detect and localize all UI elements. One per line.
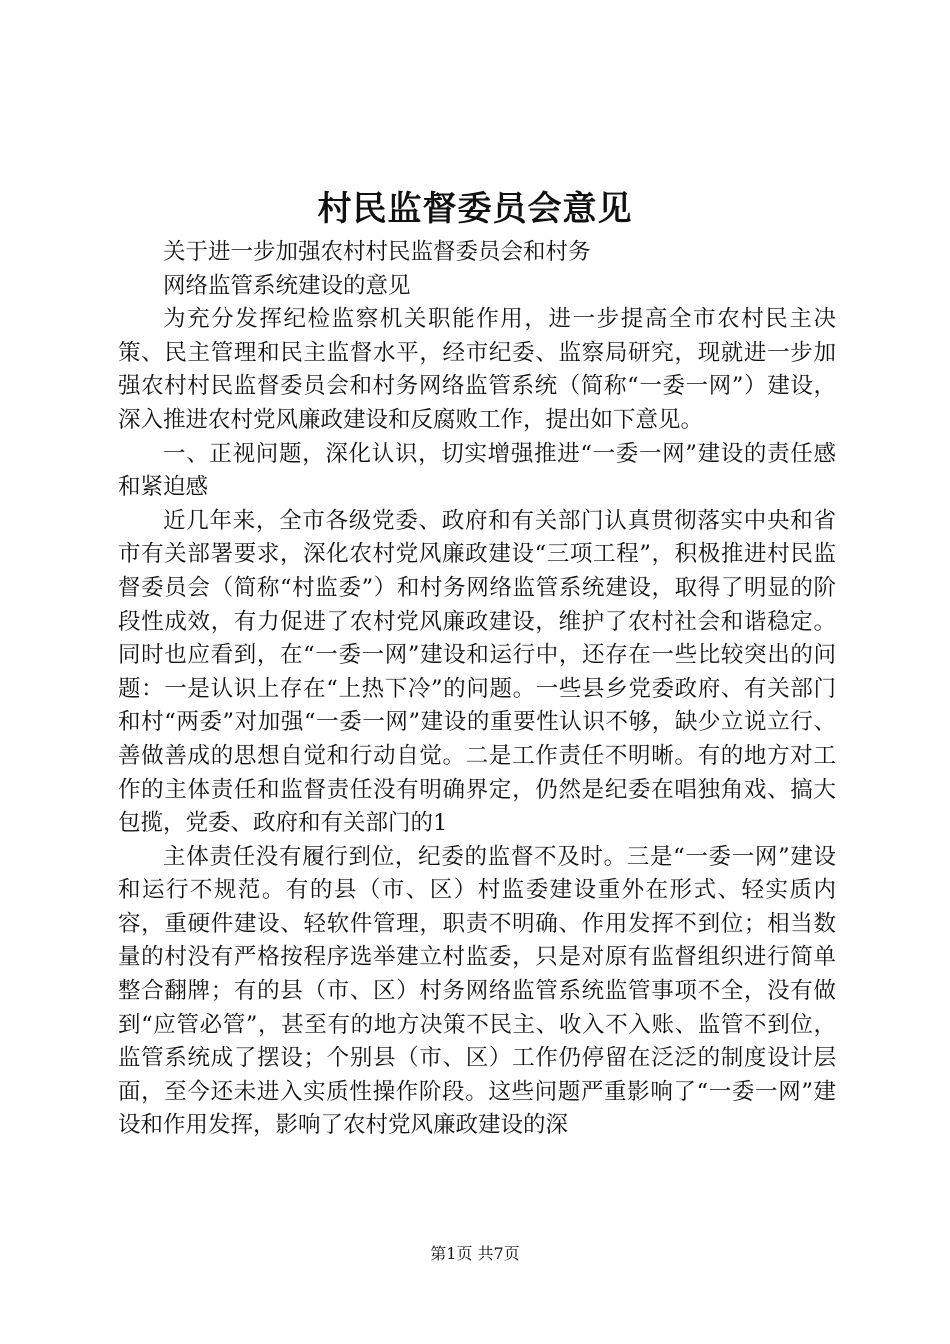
page-number: 第1页 共7页: [430, 1244, 520, 1263]
document-body: [118, 236, 836, 1143]
body-paragraph-1: 近几年来，全市各级党委、政府和有关部门认真贯彻落实中央和省市有关部署要求，深化农村党风廉政建设“三项工程”，积极推进村民监督委员会（简称“村监委”）和村务网络监管系统建设，取得了明显的阶段性成效，有力促进了农村党风廉政建设，维护了农村社会和谐稳定。同时也应看到，在“一委一网”建设和运行中，还存在一些比较突出的问题：一是认识上存在“上热下冷”的问题。一些县乡党委政府、有关部门和村“两委”对加强“一委一网”建设的重要性认识不够，缺少立说立行、善做善成的思想自觉和行动自觉。二是工作责任不明晰。有的地方对工作的主体责任和监督责任没有明确界定，仍然是纪委在唱独角戏、搞大包揽，党委、政府和有关部门的1: [118, 507, 836, 837]
subtitle-line-2: 网络监管系统建设的意见: [163, 272, 411, 299]
body-paragraph-2: 主体责任没有履行到位，纪委的监督不及时。三是“一委一网”建设和运行不规范。有的县（市、区）村监委建设重外在形式、轻实质内容，重硬件建设、轻软件管理，职责不明确、作用发挥不到位；相当数量的村没有严格按程序选举建立村监委，只是对原有监督组织进行简单整合翻牌；有的县（市、区）村务网络监管系统监管事项不全，没有做到“应管必管”，甚至有的地方决策不民主、收入不入账、监管不到位，监管系统成了摆设；个别县（市、区）工作仍停留在泛泛的制度设计层面，至今还未进入实质性操作阶段。这些问题严重影响了“一委一网”建设和作用发挥，影响了农村党风廉政建设的深: [118, 843, 836, 1139]
document-title: 村民监督委员会意见: [317, 189, 633, 229]
subtitle-line-1: 关于进一步加强农村村民监督委员会和村务: [163, 239, 591, 265]
intro-paragraph: 为充分发挥纪检监察机关职能作用，进一步提高全市农村民主决策、民主管理和民主监督水平，经市纪委、监察局研究，现就进一步加强农村村民监督委员会和村务网络监管系统（简称“一委一网”）建设，深入推进农村党风廉政建设和反腐败工作，提出如下意见。: [118, 306, 836, 433]
section-heading-1: 一、正视问题，深化认识，切实增强推进“一委一网”建设的责任感和紧迫感: [118, 440, 836, 501]
